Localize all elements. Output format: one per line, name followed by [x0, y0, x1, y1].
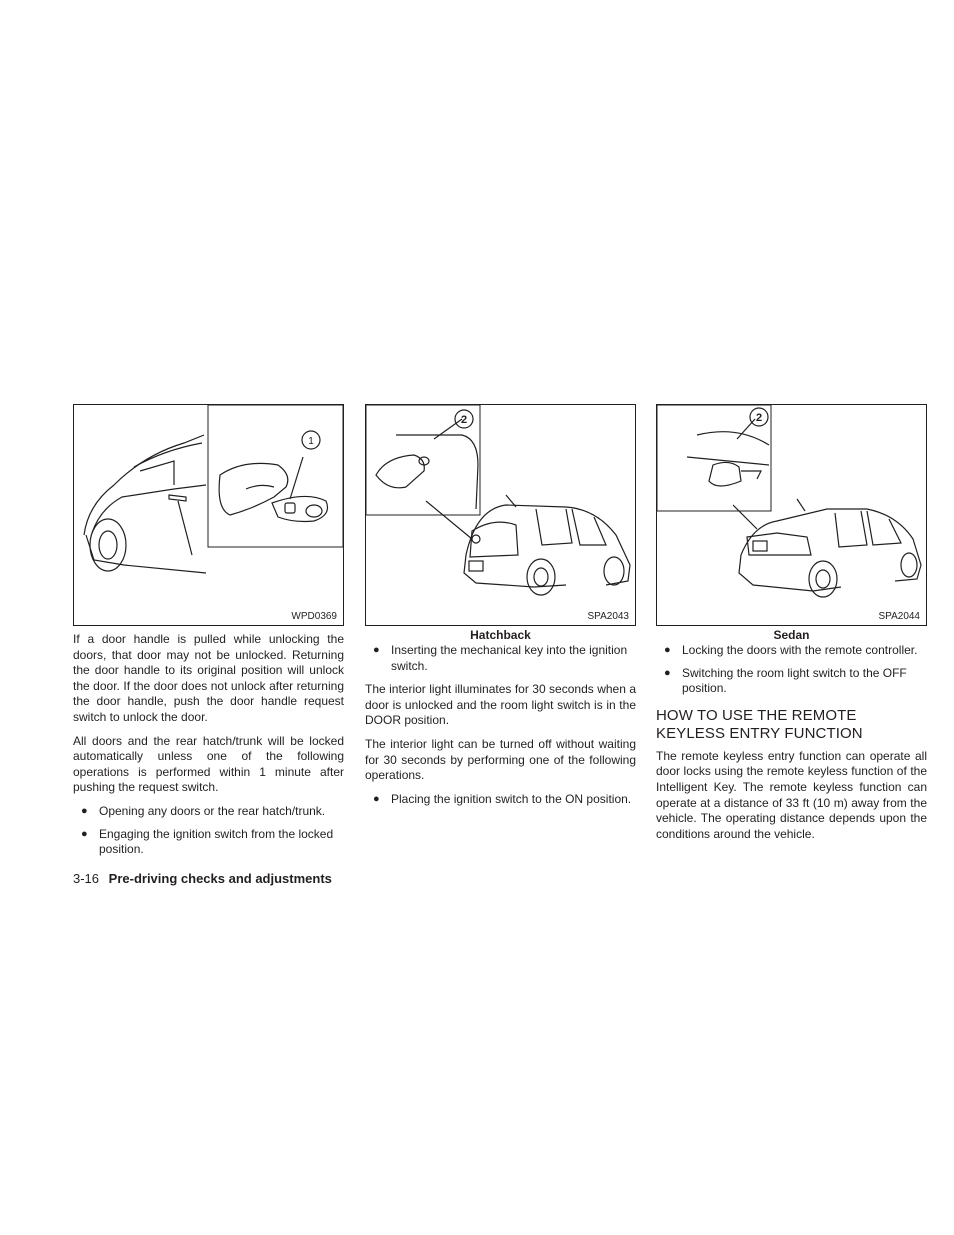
paragraph: The interior light illuminates for 30 seconds when a door is unlocked and the room light switch is in the DOOR position. — [365, 682, 636, 728]
column-3 — [656, 404, 927, 850]
bullet-icon: ● — [373, 644, 380, 656]
section-heading: HOW TO USE THE REMOTE KEYLESS ENTRY FUNCTION — [656, 706, 863, 742]
bullet-icon: ● — [373, 792, 380, 805]
figure-caption: Hatchback — [470, 628, 531, 642]
paragraph: If a door handle is pulled while unlocking the doors, that door may not be unlocked. Returning the door handle to its original position will unlock the door. If the door does not unlock after returning the door handle, push the door handle request switch to unlock the door. — [73, 632, 344, 724]
figure-caption: Sedan — [773, 628, 810, 642]
figure-code: SPA2044 — [878, 611, 920, 622]
list-item: ● Switching the room light switch to the OFF position. — [664, 665, 907, 696]
bullet-icon: ● — [664, 666, 671, 679]
page-number: 3-16 — [73, 871, 100, 886]
paragraph: All doors and the rear hatch/trunk will be locked automatically unless one of the following operations is performed within 1 minute after pushing the request switch. — [73, 733, 344, 795]
bullet-icon: ● — [81, 827, 88, 840]
column-1 — [73, 404, 344, 866]
list-item: ● Engaging the ignition switch from the locked position. — [81, 826, 334, 857]
figure-code: WPD0369 — [291, 611, 337, 622]
bullet-icon: ● — [81, 804, 88, 817]
paragraph: The remote keyless entry function can operate all door locks using the remote keyless function of the Intelligent Key. The remote keyless function can operate at a distance of 33 ft (10 m) away from the vehicle. The operating distance depends upon the conditions around the vehicle. — [656, 748, 927, 841]
section-title: Pre-driving checks and adjustments — [108, 871, 332, 886]
list-item: ● Locking the doors with the remote controller. — [664, 643, 918, 657]
sedan-illustration — [657, 405, 926, 625]
list-item: ● Inserting the mechanical key into the ignition switch. — [373, 643, 628, 673]
list-item: ● Placing the ignition switch to the ON position. — [373, 791, 632, 806]
list-item: ● Opening any doors or the rear hatch/trunk. — [81, 803, 326, 818]
bullet-list — [365, 643, 636, 674]
bullet-list — [365, 792, 636, 808]
door-handle-figure — [73, 404, 344, 626]
bullet-list — [73, 804, 344, 858]
sedan-figure — [656, 404, 927, 626]
callout-number: 2 — [460, 414, 468, 426]
hatchback-figure — [365, 404, 636, 626]
door-handle-illustration — [74, 405, 343, 625]
hatchback-illustration — [366, 405, 635, 625]
column-2 — [365, 404, 636, 815]
bullet-icon: ● — [664, 644, 671, 656]
bullet-list — [656, 643, 927, 697]
callout-number: 1 — [308, 436, 314, 447]
paragraph: The interior light can be turned off without waiting for 30 seconds by performing one of the following operations. — [365, 736, 636, 783]
callout-number: 2 — [755, 412, 763, 424]
page-footer — [73, 871, 332, 886]
figure-code: SPA2043 — [587, 611, 629, 622]
